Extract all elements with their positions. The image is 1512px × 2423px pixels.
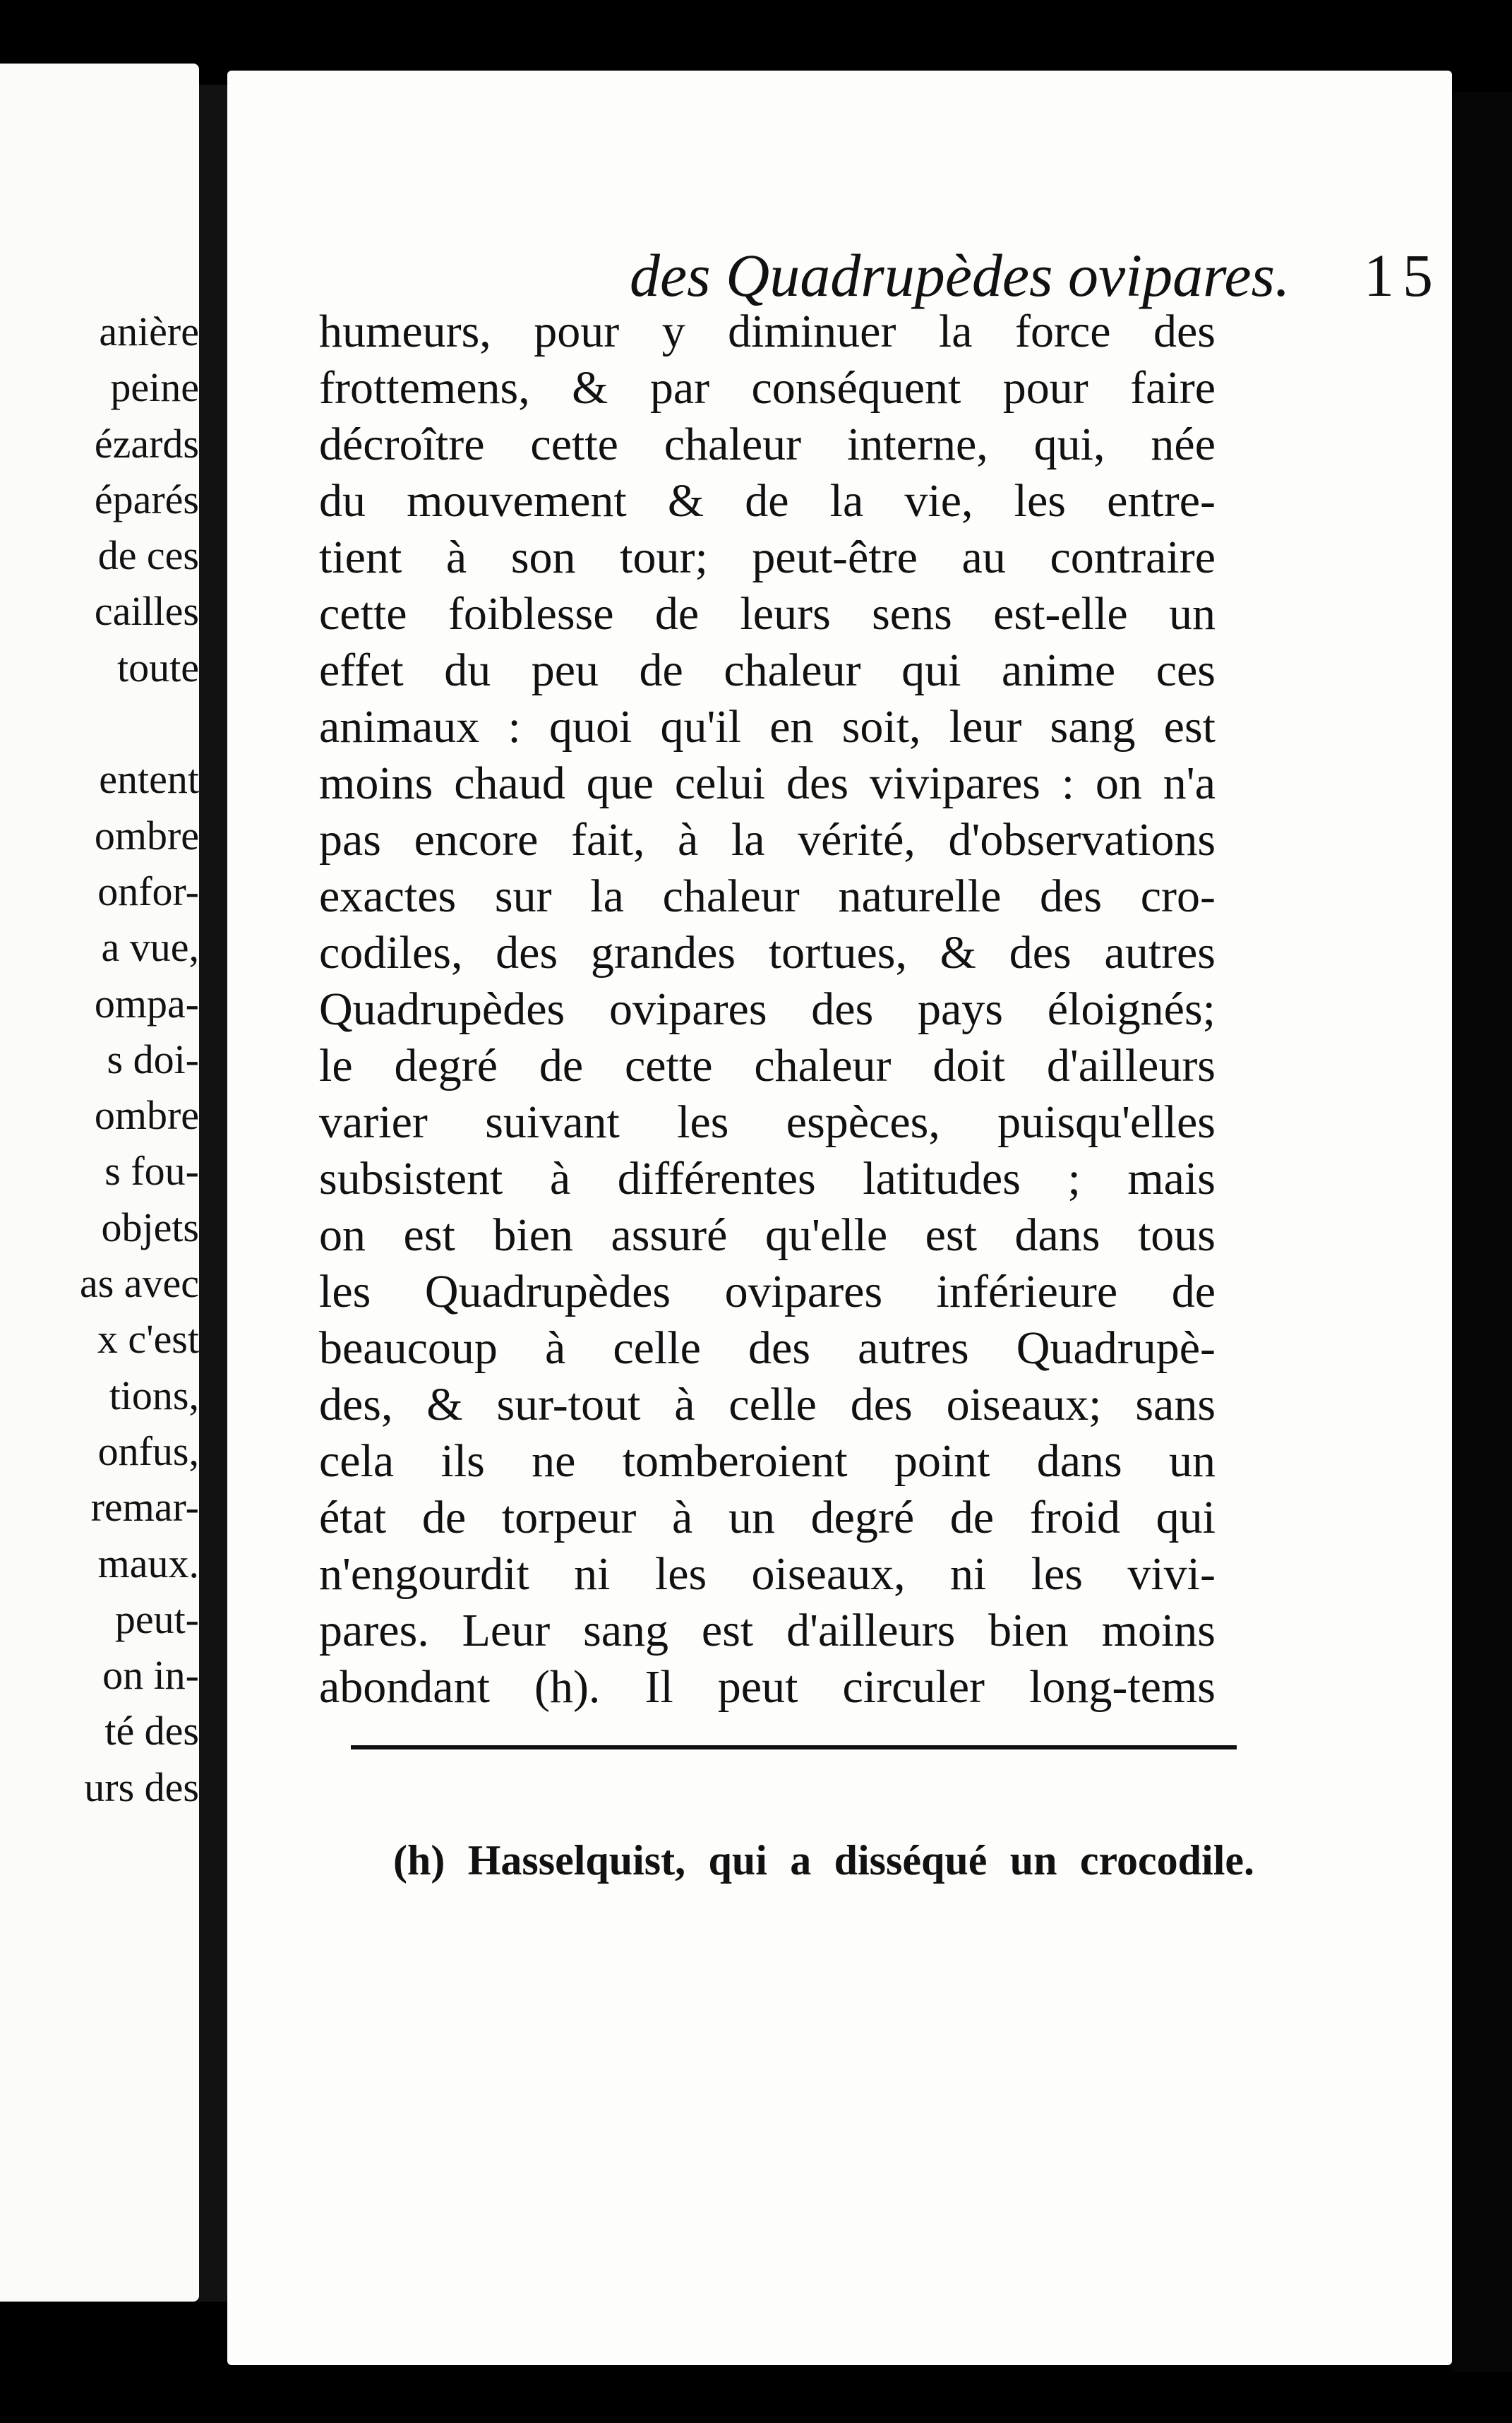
left-page-fragment (0, 64, 199, 2302)
text-line: état de torpeur à un degré de froid qui (319, 1492, 1216, 1543)
left-page-line: remar- (90, 1484, 199, 1531)
text-line: les Quadrupèdes ovipares inférieure de (319, 1266, 1216, 1317)
text-line: Quadrupèdes ovipares des pays éloignés; (319, 983, 1216, 1035)
text-line: tient à son tour; peut-être au contraire (319, 532, 1216, 583)
text-line: des, & sur-tout à celle des oiseaux; sans (319, 1379, 1216, 1430)
text-line: décroître cette chaleur interne, qui, née (319, 419, 1216, 470)
text-line: cela ils ne tomberoient point dans un (319, 1435, 1216, 1487)
text-line: humeurs, pour y diminuer la force des (319, 306, 1216, 357)
left-page-line: s doi- (107, 1036, 199, 1082)
left-page-line: peut- (114, 1596, 199, 1642)
left-page-line: anière (99, 309, 199, 354)
left-page-line: a vue, (101, 924, 199, 971)
page-number: 15 (1364, 241, 1441, 309)
footnote: (h) Hasselquist, qui a disséqué un crocodile. (393, 1837, 1254, 1884)
running-head-title: des Quadrupèdes ovipares. (630, 241, 1290, 309)
page-edge-shadow (1452, 92, 1512, 2372)
text-line: codiles, des grandes tortues, & des autres (319, 927, 1216, 979)
left-page-line: ézards (94, 420, 199, 467)
left-page-line: de ces (97, 532, 199, 579)
left-page-line: x c'est (97, 1316, 199, 1363)
text-line: effet du peu de chaleur qui anime ces (319, 645, 1216, 696)
left-page-line: éparés (94, 476, 199, 522)
left-page-line: ompa- (94, 980, 199, 1027)
left-page-line: as avec (79, 1260, 199, 1307)
left-page-line: ombre (94, 812, 199, 858)
text-line: n'engourdit ni les oiseaux, ni les vivi- (319, 1548, 1216, 1600)
text-line: abondant (h). Il peut circuler long-tems (319, 1661, 1216, 1713)
left-page-line: onfus, (97, 1428, 199, 1474)
left-page-line: ombre (94, 1092, 199, 1139)
left-page-line: tions, (109, 1372, 199, 1418)
left-page-line: té des (104, 1708, 199, 1754)
text-line: le degré de cette chaleur doit d'ailleurs (319, 1040, 1216, 1091)
text-line: frottemens, & par conséquent pour faire (319, 362, 1216, 414)
text-line: varier suivant les espèces, puisqu'elles (319, 1096, 1216, 1148)
text-line: exactes sur la chaleur naturelle des cro- (319, 871, 1216, 922)
left-page-line: urs des (84, 1764, 199, 1810)
book-page (227, 71, 1452, 2365)
text-line: moins chaud que celui des vivipares : on n'a (319, 758, 1216, 809)
text-line: pares. Leur sang est d'ailleurs bien moins (319, 1605, 1216, 1656)
left-page-line: objets (101, 1204, 199, 1250)
book-spine (199, 85, 229, 2302)
left-page-line: cailles (94, 588, 199, 635)
left-page-line: peine (110, 364, 199, 411)
text-line: beaucoup à celle des autres Quadrupè- (319, 1322, 1216, 1374)
left-page-line: onfor- (97, 868, 199, 914)
body-text (319, 304, 1216, 1716)
text-line: on est bien assuré qu'elle est dans tous (319, 1209, 1216, 1261)
left-page-text (0, 304, 199, 1815)
footnote-rule (351, 1745, 1237, 1749)
left-page-line: maux. (97, 1540, 199, 1586)
left-page-line: s fou- (104, 1148, 199, 1195)
text-line: subsistent à différentes latitudes ; mais (319, 1153, 1216, 1204)
left-page-line: on in- (102, 1652, 199, 1699)
text-line: pas encore fait, à la vérité, d'observations (319, 814, 1216, 866)
left-page-line: entent (99, 756, 199, 803)
left-page-line (0, 695, 199, 751)
text-line: du mouvement & de la vie, les entre- (319, 475, 1216, 527)
text-line: cette foiblesse de leurs sens est-elle un (319, 588, 1216, 640)
left-page-line: toute (117, 644, 199, 690)
text-line: animaux : quoi qu'il en soit, leur sang est (319, 701, 1216, 753)
